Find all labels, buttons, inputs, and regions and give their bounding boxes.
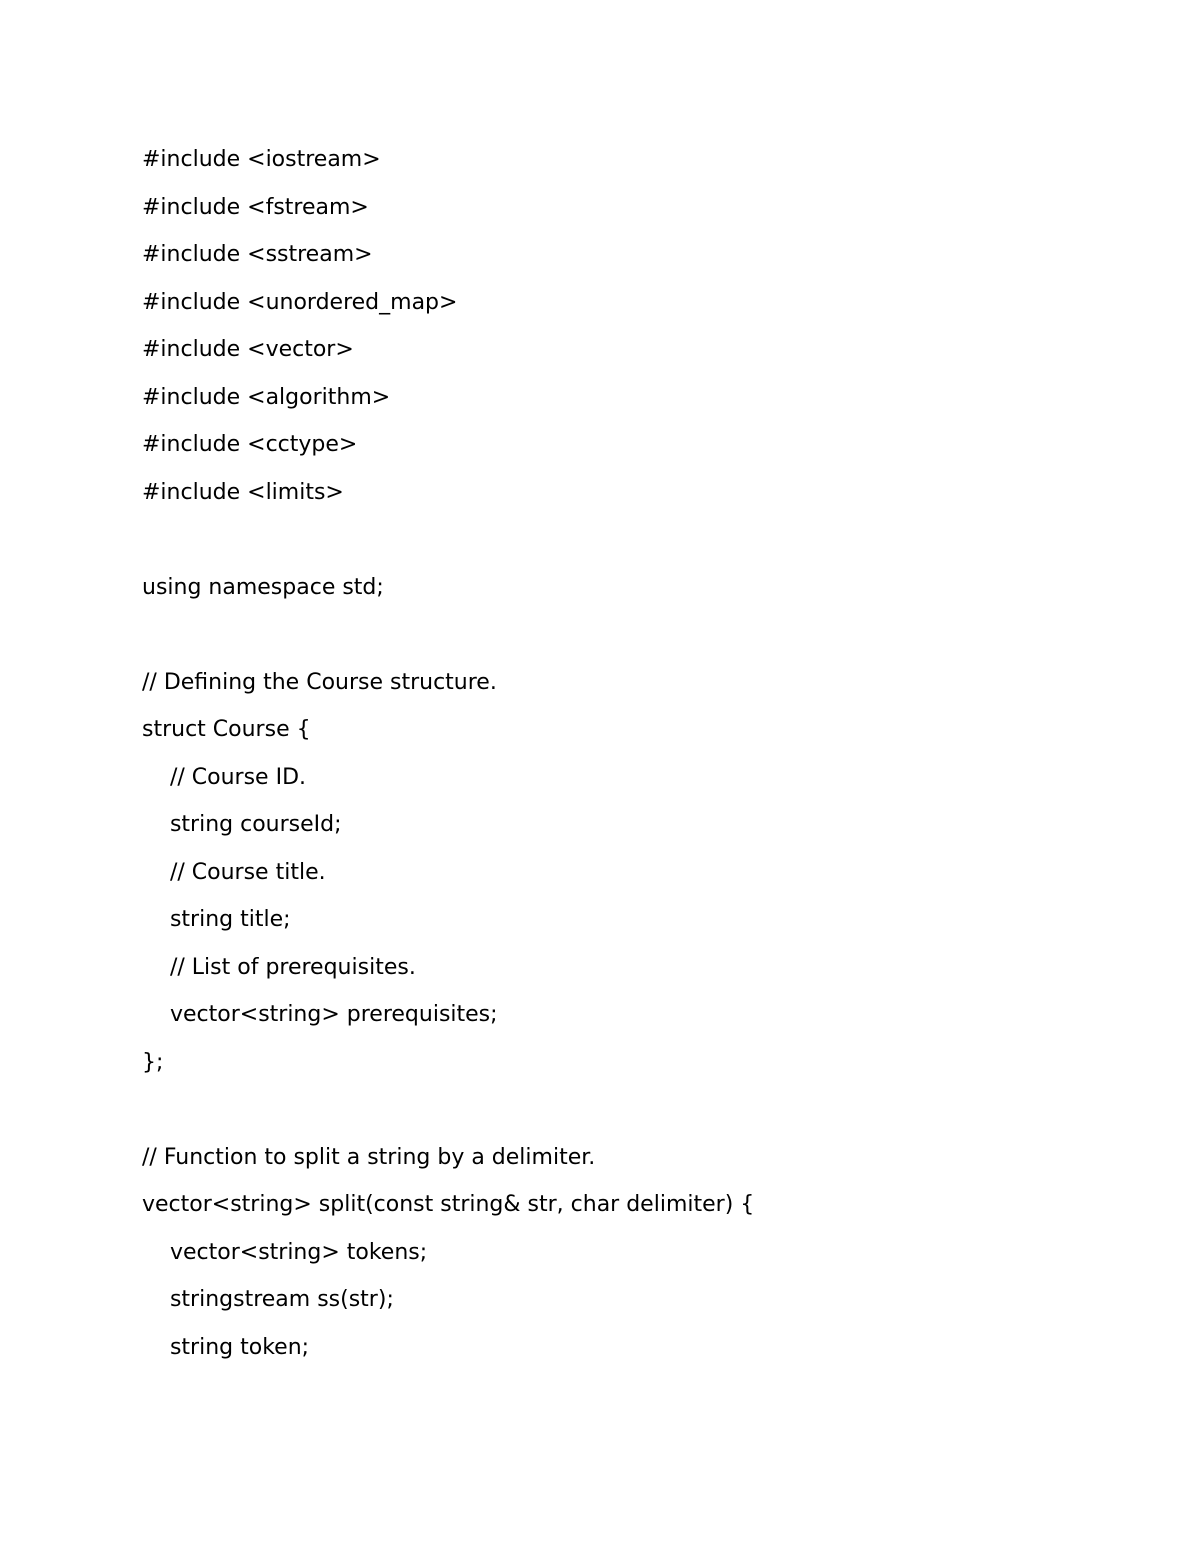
code-line: #include <vector>: [142, 337, 354, 362]
code-line: #include <algorithm>: [142, 384, 391, 410]
code-line: struct Course {: [142, 717, 311, 742]
code-line: vector<string> prerequisites;: [142, 1002, 498, 1027]
comment-line: // Course title.: [142, 859, 326, 885]
code-line: using namespace std;: [142, 574, 384, 600]
code-line: #include <limits>: [142, 479, 344, 505]
code-line: vector<string> tokens;: [142, 1239, 428, 1265]
blank-line: [142, 611, 1122, 659]
blank-line: [142, 516, 1122, 564]
code-line: #include <fstream>: [142, 194, 369, 220]
code-line: vector<string> split(const string& str, char delimiter) {: [142, 1192, 755, 1217]
comment-line: // Function to split a string by a delimiter.: [142, 1144, 596, 1170]
code-listing: [142, 136, 1122, 1371]
code-line: string token;: [142, 1334, 310, 1360]
comment-line: // Course ID.: [142, 764, 307, 790]
code-line: stringstream ss(str);: [142, 1287, 394, 1312]
comment-line: // List of prerequisites.: [142, 954, 416, 980]
code-line: string title;: [142, 907, 291, 932]
code-line: };: [142, 1049, 164, 1075]
blank-line: [142, 1086, 1122, 1134]
code-line: string courseId;: [142, 812, 342, 837]
comment-line: // Defining the Course structure.: [142, 669, 497, 695]
code-line: #include <sstream>: [142, 242, 373, 267]
code-line: #include <unordered_map>: [142, 289, 458, 315]
code-line: #include <cctype>: [142, 432, 358, 457]
code-line: #include <iostream>: [142, 147, 381, 172]
